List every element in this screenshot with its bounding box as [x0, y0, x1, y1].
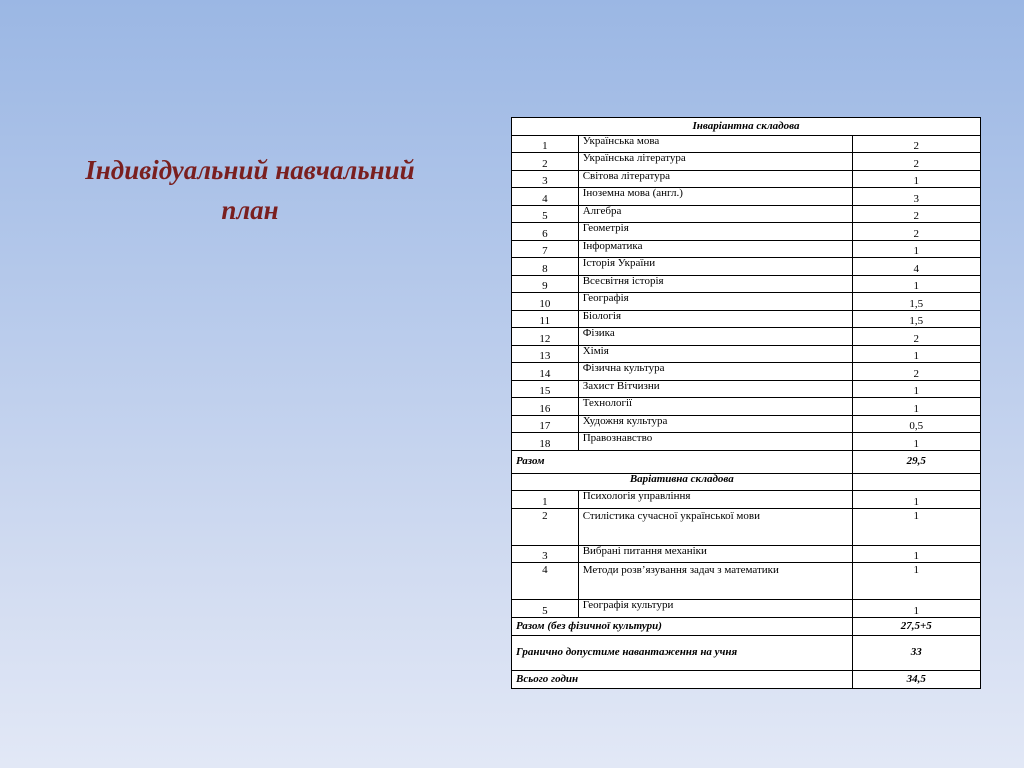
- table-row: [512, 205, 981, 223]
- row-number: 6: [512, 223, 579, 241]
- row-hours: 2: [852, 205, 980, 223]
- page-title: [40, 150, 460, 230]
- row-hours: 1: [852, 433, 980, 451]
- razom-no-pe-row: [512, 617, 981, 635]
- row-number: 17: [512, 415, 579, 433]
- row-subject: Художня культура: [578, 415, 852, 433]
- row-subject: Геометрія: [578, 223, 852, 241]
- row-hours: 2: [852, 223, 980, 241]
- row-hours: 1: [852, 170, 980, 188]
- invariant-header-row: [512, 118, 981, 136]
- table-row: [512, 345, 981, 363]
- row-number: 5: [512, 205, 579, 223]
- row-hours: 1: [852, 380, 980, 398]
- variative-header-row: [512, 473, 981, 491]
- row-hours: 1,5: [852, 293, 980, 311]
- row-number: 15: [512, 380, 579, 398]
- row-hours: 1,5: [852, 310, 980, 328]
- table-row: [512, 328, 981, 346]
- row-number: 1: [512, 491, 579, 509]
- row-hours: 1: [852, 240, 980, 258]
- row-subject: Українська мова: [578, 135, 852, 153]
- razom-row: [512, 450, 981, 473]
- variative-header-empty: [852, 473, 980, 491]
- table-row: [512, 153, 981, 171]
- curriculum-table: [511, 117, 981, 689]
- table-row: [512, 600, 981, 618]
- row-number: 8: [512, 258, 579, 276]
- row-number: 4: [512, 188, 579, 206]
- row-number: 3: [512, 170, 579, 188]
- table-row: [512, 415, 981, 433]
- load-limit-row: [512, 635, 981, 670]
- row-hours: 1: [852, 563, 980, 600]
- table-row: [512, 310, 981, 328]
- table-row: [512, 363, 981, 381]
- row-number: 16: [512, 398, 579, 416]
- row-hours: 1: [852, 491, 980, 509]
- row-number: 5: [512, 600, 579, 618]
- row-hours: 1: [852, 275, 980, 293]
- total-hours-value: 34,5: [852, 670, 980, 688]
- load-limit-label: Гранично допустиме навантаження на учня: [512, 635, 853, 670]
- razom-label: Разом: [512, 450, 853, 473]
- row-subject: Правознавство: [578, 433, 852, 451]
- table-row: [512, 380, 981, 398]
- razom-no-pe-label: Разом (без фізичної культури): [512, 617, 853, 635]
- row-subject: Всесвітня історія: [578, 275, 852, 293]
- row-number: 14: [512, 363, 579, 381]
- variative-header: Варіативна складова: [512, 473, 853, 491]
- row-subject: Географія культури: [578, 600, 852, 618]
- row-subject: Захист Вітчизни: [578, 380, 852, 398]
- row-hours: 1: [852, 345, 980, 363]
- row-number: 2: [512, 508, 579, 545]
- row-subject: Іноземна мова (англ.): [578, 188, 852, 206]
- table-row: [512, 170, 981, 188]
- invariant-header: Інваріантна складова: [512, 118, 981, 136]
- table-row: [512, 545, 981, 563]
- table-row: [512, 135, 981, 153]
- razom-no-pe-value: 27,5+5: [852, 617, 980, 635]
- table-row: [512, 258, 981, 276]
- row-number: 2: [512, 153, 579, 171]
- row-number: 4: [512, 563, 579, 600]
- total-hours-label: Всього годин: [512, 670, 853, 688]
- row-subject: Біологія: [578, 310, 852, 328]
- razom-value: 29,5: [852, 450, 980, 473]
- table-row: [512, 293, 981, 311]
- row-number: 9: [512, 275, 579, 293]
- page-title-line2: план: [221, 195, 279, 225]
- row-hours: 2: [852, 153, 980, 171]
- row-hours: 4: [852, 258, 980, 276]
- row-subject: Географія: [578, 293, 852, 311]
- table-row: [512, 398, 981, 416]
- row-subject: Стилістика сучасної української мови: [578, 508, 852, 545]
- row-hours: 1: [852, 398, 980, 416]
- row-hours: 2: [852, 363, 980, 381]
- row-subject: Історія України: [578, 258, 852, 276]
- table-row: [512, 275, 981, 293]
- row-subject: Фізична культура: [578, 363, 852, 381]
- row-number: 12: [512, 328, 579, 346]
- row-subject: Технології: [578, 398, 852, 416]
- row-number: 3: [512, 545, 579, 563]
- row-subject: Хімія: [578, 345, 852, 363]
- row-subject: Алгебра: [578, 205, 852, 223]
- row-hours: 2: [852, 328, 980, 346]
- row-subject: Психологія управління: [578, 491, 852, 509]
- table-row: [512, 240, 981, 258]
- row-hours: 2: [852, 135, 980, 153]
- page-title-line1: Індивідуальний навчальний: [85, 155, 415, 185]
- row-hours: 0,5: [852, 415, 980, 433]
- row-number: 18: [512, 433, 579, 451]
- load-limit-value: 33: [852, 635, 980, 670]
- table-row: [512, 223, 981, 241]
- row-hours: 1: [852, 508, 980, 545]
- table-row: [512, 563, 981, 600]
- table-row: [512, 188, 981, 206]
- row-number: 10: [512, 293, 579, 311]
- table-row: [512, 433, 981, 451]
- table-row: [512, 491, 981, 509]
- row-number: 13: [512, 345, 579, 363]
- row-hours: 3: [852, 188, 980, 206]
- total-hours-row: [512, 670, 981, 688]
- row-subject: Фізика: [578, 328, 852, 346]
- row-number: 1: [512, 135, 579, 153]
- row-number: 11: [512, 310, 579, 328]
- row-subject: Методи розв’язування задач з математики: [578, 563, 852, 600]
- row-hours: 1: [852, 600, 980, 618]
- row-subject: Українська література: [578, 153, 852, 171]
- row-subject: Вибрані питання механіки: [578, 545, 852, 563]
- table-row: [512, 508, 981, 545]
- row-hours: 1: [852, 545, 980, 563]
- row-number: 7: [512, 240, 579, 258]
- row-subject: Світова література: [578, 170, 852, 188]
- row-subject: Інформатика: [578, 240, 852, 258]
